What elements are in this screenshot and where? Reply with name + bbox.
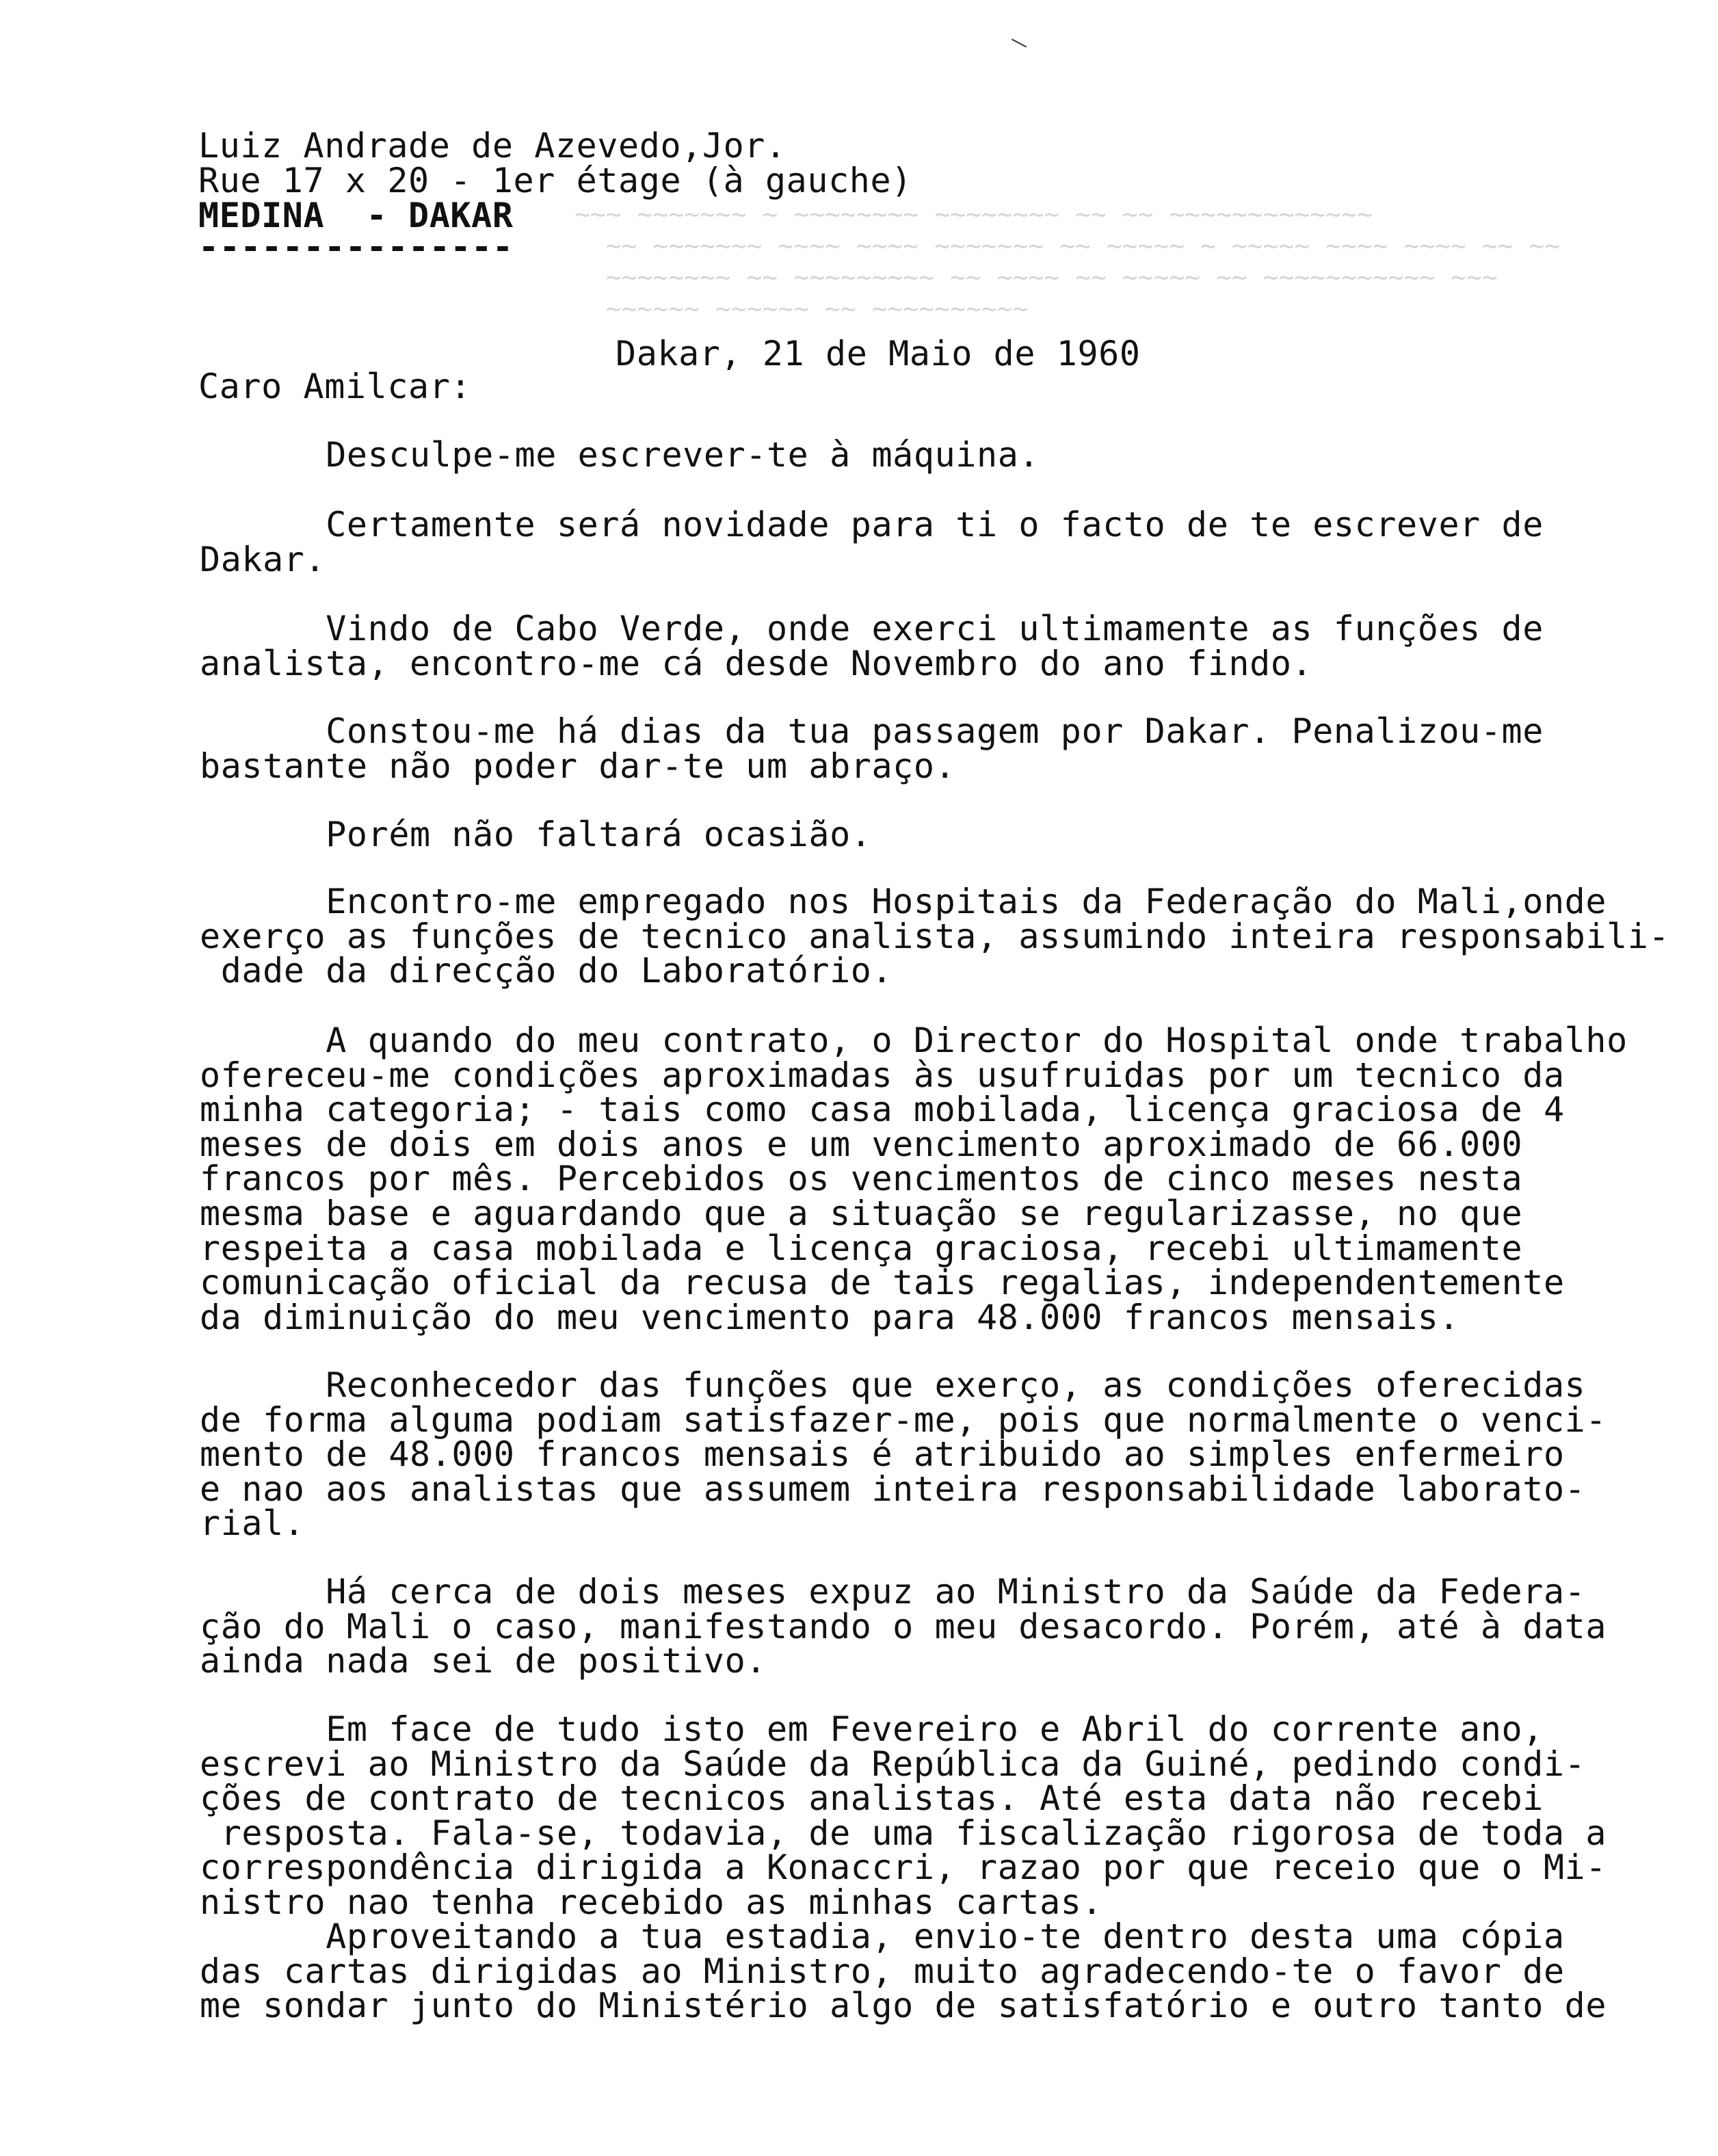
paragraph-10-line: resposta. Fala-se, todavia, de uma fiscalização rigorosa de toda a [200,1813,1607,1853]
paragraph-1-line: Desculpe-me escrever-te à máquina. [200,435,1040,475]
paragraph-2-line: Dakar. [200,540,326,579]
paragraph-7-line: meses de dois em dois anos e um vencimento aproximado de 66.000 [200,1125,1523,1164]
paragraph-11-line: Aproveitando a tua estadia, envio-te dentro desta uma cópia [200,1917,1565,1956]
paragraph-7-line: da diminuição do meu vencimento para 48.000 francos mensais. [200,1298,1460,1337]
paragraph-5-line: Porém não faltará ocasião. [200,815,872,854]
bleed-through: ~~~ ~~~~~~~ ~ ~~~~~~~~ ~~~~~~~~ ~~ ~~ ~~~~~~~~~~~~~ ~~ ~~~~~~~ ~~~~ ~~~~ ~~~~~~~ ~~ ~~~~~ ~ ~~~~~ ~~~~ ~~~~ ~~ ~~ ~~~~~~~~ ~~ ~~~~~~~~~ ~~ ~~~~ ~~ ~~~~~ ~~ ~~~~~~~~~~~ ~~~ ~~~~~~ ~~~~~~ ~~ ~~~~~~~~~~ [574,199,1561,324]
stray-mark [1012,38,1027,47]
paragraph-10-line: Em face de tudo isto em Fevereiro e Abril do corrente ano, [200,1709,1544,1749]
paragraph-7-line: francos por mês. Percebidos os vencimentos de cinco meses nesta [200,1159,1523,1198]
paragraph-7-line: minha categoria; - tais como casa mobilada, licença graciosa de 4 [200,1090,1565,1129]
paragraph-4-line: Constou-me há dias da tua passagem por Dakar. Penalizou-me [200,711,1544,751]
paragraph-3-line: analista, encontro-me cá desde Novembro do ano findo. [200,644,1313,683]
paragraph-7-line: comunicação oficial da recusa de tais regalias, independentemente [200,1263,1565,1302]
paragraph-8-line: mento de 48.000 francos mensais é atribuido ao simples enfermeiro [200,1434,1565,1474]
paragraph-8-line: rial. [200,1503,305,1543]
paragraph-6-line: dade da direcção do Laboratório. [200,951,893,990]
letter-date: Dakar, 21 de Maio de 1960 [616,334,1141,373]
paragraph-4-line: bastante não poder dar-te um abraço. [200,746,956,786]
paragraph-7-line: mesma base e aguardando que a situação se regularizasse, no que [200,1194,1523,1233]
sender-address: Rue 17 x 20 - 1er étage (à gauche) [198,161,912,200]
paragraph-6-line: Encontro-me empregado nos Hospitais da Federação do Mali,onde [200,882,1607,921]
paragraph-11-line: das cartas dirigidas ao Ministro, muito agradecendo-te o favor de [200,1951,1565,1991]
paragraph-10-line: escrevi ao Ministro da Saúde da República da Guiné, pedindo condi- [200,1744,1586,1784]
paragraph-2-line: Certamente será novidade para ti o facto de te escrever de [200,505,1544,544]
paragraph-7-line: respeita a casa mobilada e licença graciosa, recebi ultimamente [200,1228,1523,1268]
paragraph-8-line: e nao aos analistas que assumem inteira responsabilidade laborato- [200,1469,1586,1509]
paragraph-8-line: Reconhecedor das funções que exerço, as condições oferecidas [200,1365,1586,1405]
paragraph-6-line: exerço as funções de tecnico analista, assumindo inteira responsabili- [200,917,1670,956]
sender-name: Luiz Andrade de Azevedo,Jor. [198,126,787,166]
paragraph-10-line: ções de contrato de tecnicos analistas. Até esta data não recebi [200,1778,1544,1818]
paragraph-9-line: Há cerca de dois meses expuz ao Ministro da Saúde da Federa- [200,1572,1586,1612]
paragraph-9-line: ainda nada sei de positivo. [200,1641,767,1681]
paragraph-10-line: correspondência dirigida a Konaccri, razao por que receio que o Mi- [200,1848,1607,1887]
paragraph-7-line: A quando do meu contrato, o Director do Hospital onde trabalho [200,1021,1628,1060]
paragraph-11-line: me sondar junto do Ministério algo de satisfatório e outro tanto de [200,1986,1607,2025]
paragraph-9-line: ção do Mali o caso, manifestando o meu desacordo. Porém, até à data [200,1607,1607,1646]
paragraph-10-line: nistro nao tenha recebido as minhas cartas. [200,1882,1103,1922]
city-underline: --------------- [198,227,514,267]
paragraph-7-line: ofereceu-me condições aproximadas às usufruidas por um tecnico da [200,1055,1565,1095]
paragraph-3-line: Vindo de Cabo Verde, onde exerci ultimamente as funções de [200,609,1544,648]
paragraph-8-line: de forma alguma podiam satisfazer-me, pois que normalmente o venci- [200,1400,1607,1440]
salutation: Caro Amilcar: [198,367,472,406]
sender-city: MEDINA - DAKAR [198,196,514,235]
